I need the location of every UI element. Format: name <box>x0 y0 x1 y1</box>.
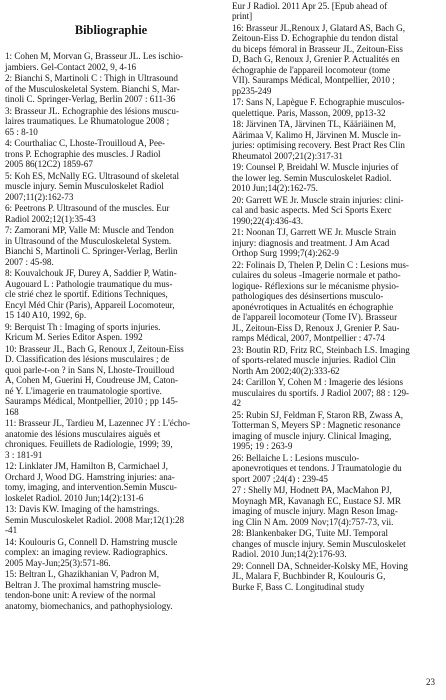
reference-text: 23: Boutin RD, Fritz RC, Steinbach LS. Imaging of sports-related muscle injuries. Radiol Clin North Am 2002;40(2):333-62 <box>232 344 410 376</box>
reference-entry <box>232 195 442 227</box>
reference-text: 15: Beltran L, Ghazikhanian V, Padron M, Beltran J. The proximal hamstring muscle- tendon-bone unit: A review of the normal anatomy, biomechanics, and pathophysiology. <box>5 569 173 611</box>
reference-entry <box>5 73 217 105</box>
reference-entry <box>232 561 442 593</box>
reference-text: 6: Peetrons P. Ultrasound of the muscles. Eur Radiol 2002;12(1):35-43 <box>5 203 170 224</box>
reference-entry <box>5 268 217 321</box>
reference-list-left <box>5 51 217 611</box>
reference-list-right <box>232 1 442 593</box>
reference-text: 26: Bellaiche L : Lesions musculo- aponevrotiques et tendons. J Traumatologie du sport 2007 ;24(4) : 239-45 <box>232 452 402 484</box>
reference-text: 27 : Shelly MJ, Hodnett PA, MacMahon PJ, Moynagh MR, Kavanagh EC, Eustace SJ. MR imaging of muscle injury. Magn Reson Imag- ing Clin N Am. 2009 Nov;17(4):757-73, vii. <box>232 485 401 527</box>
reference-entry <box>232 528 442 560</box>
reference-text: 8: Kouvalchouk JF, Durey A, Saddier P, Watin- Augouard L : Pathologie traumatique du mus- cle strié chez le sportif. Editions Techniques, Encyl Méd Chir (Paris), Appareil Locomoteur, 15 140 A10, 1992, 6p. <box>5 268 177 320</box>
reference-entry <box>232 410 442 452</box>
reference-entry <box>232 1 442 22</box>
reference-text: 17: Sans N, Lapègue F. Echographie musculos- quelettique. Paris, Masson, 2009, pp13-32 <box>232 97 405 118</box>
reference-entry <box>5 225 217 267</box>
reference-text: 1: Cohen M, Morvan G, Brasseur JL. Les ischio- jambiers. Gel-Contact 2002, 9, 4-16 <box>5 51 184 72</box>
reference-entry <box>5 51 217 72</box>
reference-entry <box>232 162 442 194</box>
reference-text: 4: Courthaliac C, Lhoste-Trouilloud A, Pee- trons P. Echographie des muscles. J Radiol 2005 86(12C2) 1859-67 <box>5 138 166 169</box>
reference-text: 29: Connell DA, Schneider-Kolsky ME, Hoving JL, Malara F, Buchbinder R, Koulouris G, Burke F, Bass C. Longitudinal study <box>232 560 408 592</box>
left-column <box>5 0 217 612</box>
reference-text: 2: Bianchi S, Martinoli C : Thigh in Ultrasound of the Musculoskeletal System. Bianchi S, Mar- tinoli C. Springer-Verlag, Berlin 2007 : 611-36 <box>5 73 180 104</box>
reference-entry <box>232 23 442 97</box>
right-column <box>232 0 442 593</box>
reference-entry <box>5 203 217 224</box>
reference-text: 10: Brasseur JL, Bach G, Renoux J, Zeitoun-Eiss D. Classification des lésions musculaires ; de quoi parle-t-on ? in Sans N, Lhoste-Trouilloud A, Cohen M, Guerini H, Coudreuse JM, Caton- né Y. L'imagerie en traumatologie sportive. Sauramps Médical, Montpellier, 2010 ; pp 145- 168 <box>5 343 184 417</box>
reference-text: 9: Berquist Th : Imaging of sports injuries. Kricum M. Series Editor Aspen. 1992 <box>5 321 161 342</box>
reference-entry <box>5 461 217 503</box>
reference-text: 25: Rubin SJ, Feldman F, Staron RB, Zwass A, Totterman S, Meyers SP : Magnetic resonance imaging of muscle injury. Clinical Imaging, 1995; 19 : 263-9 <box>232 409 404 451</box>
reference-text: 13: Davis KW. Imaging of the hamstrings. Semin Musculoskelet Radiol. 2008 Mar;12(1):28 -41 <box>5 504 185 535</box>
reference-text: 5: Koh ES, McNally EG. Ultrasound of skeletal muscle injury. Semin Musculoskelet Radiol 2007;11(2):162-73 <box>5 170 180 202</box>
page-heading: Bibliographie <box>74 23 148 37</box>
reference-text: 28: Blankenbaker DG, Tuite MJ. Temporal changes of muscle injury. Semin Musculoskelet Radiol. 2010 Jun;14(2):176-93. <box>232 528 406 559</box>
reference-text: 16: Brasseur JL,Renoux J, Glatard AS, Bach G, Zeitoun-Eiss D. Echographie du tendon distal du biceps fémoral in Brasseur JL, Zeitoun-Eiss D, Bach G, Renoux J, Grenier P. Actualités en échographie de l'appareil locomoteur (tome VII). Sauramps Médical, Montpellier, 2010 ; pp235-249 <box>232 22 406 96</box>
reference-text: 24: Carillon Y, Cohen M : Imagerie des lésions musculaires du sportifs. J Radiol 2007; 88 : 129- 42 <box>232 377 410 408</box>
reference-text: 7: Zamorani MP, Valle M: Muscle and Tendon in Ultrasound of the Musculoskeletal System. Bianchi S, Martinoli C. Springer-Verlag, Berlin 2007 : 45-98. <box>5 225 178 267</box>
reference-entry <box>232 453 442 485</box>
reference-text: 20: Garrett WE Jr. Muscle strain injuries: clini- cal and basic aspects. Med Sci Sports Exerc 1990;22(4):436-43. <box>232 194 404 226</box>
page-number: 23 <box>426 677 435 687</box>
reference-entry <box>232 227 442 259</box>
reference-text: 21: Noonan TJ, Garrett WE Jr. Muscle Strain injury: diagnosis and treatment. J Am Acad Orthop Surg 1999;7(4):262-9 <box>232 227 397 258</box>
reference-entry <box>232 485 442 527</box>
reference-entry <box>5 537 217 569</box>
reference-entry <box>232 260 442 344</box>
reference-entry <box>5 171 217 203</box>
reference-entry <box>5 504 217 536</box>
reference-entry <box>5 418 217 460</box>
reference-entry <box>5 106 217 138</box>
reference-text: 11: Brasseur JL, Tardieu M, Lazennec JY : L'écho- anatomie des lésions musculaires aiguës et chroniques. Feuillets de Radiologie, 1999; 39, 3 : 181-91 <box>5 418 191 460</box>
reference-entry <box>232 345 442 377</box>
reference-text: 12: Linklater JM, Hamilton B, Carmichael J, Orchard J, Wood DG. Hamstring injuries: ana- tomy, imaging, and intervention.Semin Muscu- loskelet Radiol. 2010 Jun;14(2):131-6 <box>5 461 177 503</box>
reference-entry <box>5 344 217 418</box>
reference-text: Eur J Radiol. 2011 Apr 25. [Epub ahead of print] <box>232 0 388 21</box>
reference-text: 14: Koulouris G, Connell D. Hamstring muscle complex: an imaging review. Radiographics. 2005 May-Jun;25(3):571-86. <box>5 536 178 568</box>
reference-text: 3: Brasseur JL. Echographie des lésions muscu- laires traumatiques. Le Rhumatologue 2008 ; 65 : 8-10 <box>5 105 180 137</box>
reference-entry <box>232 377 442 409</box>
reference-text: 18: Järvinen TA, Järvinen TL, Kääriäinen M, Aärimaa V, Kalimo H, Järvinen M. Muscle in- juries: optimising recovery. Best Pract Res Clin Rheumatol 2007;21(2):317-31 <box>232 119 405 161</box>
reference-entry <box>5 569 217 611</box>
reference-entry <box>5 322 217 343</box>
reference-entry <box>232 97 442 118</box>
reference-entry <box>232 119 442 161</box>
reference-text: 19: Counsel P, Breidahl W. Muscle injuries of the lower leg. Semin Musculoskelet Radiol. 2010 Jun;14(2):162-75. <box>232 162 399 193</box>
reference-text: 22: Folinais D, Thelen P, Delin C : Lesions mus- culaires du soleus -Imagerie normale et patho- logique- Réflexions sur le mécanisme physio- pathologiques des désinsertions musculo- aponévrotiques in Actualités en échographie de l'appareil locomoteur (Tome IV). Brasseur JL, Zeitoun-Eiss D, Renoux J, Grenier P. Sau- ramps Médical, 2007, Montpellier : 47-74 <box>232 259 409 343</box>
reference-entry <box>5 138 217 170</box>
